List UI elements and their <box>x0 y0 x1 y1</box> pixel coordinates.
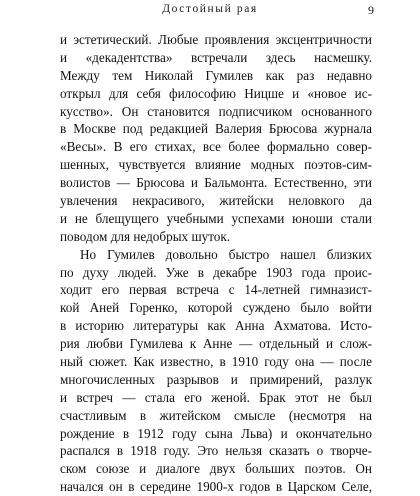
text-line: ском союзе и диалоге двух больших поэтов. Он <box>60 461 372 477</box>
text-line: шенных, чувствуется влияние модных поэтов-сим- <box>60 157 372 173</box>
text-line: и эстетический. Любые проявления эксцентричности <box>60 32 372 47</box>
page-number: 9 <box>368 3 374 17</box>
text-line: Между тем Николай Гумилев как раз недавно <box>60 67 372 83</box>
body-text <box>60 31 372 496</box>
text-line: в Москве под редакцией Валерия Брюсова журнала <box>60 121 372 137</box>
text-line: кусство». Он становится подписчиком основанного <box>60 103 372 119</box>
paragraph <box>60 246 372 496</box>
text-line: начался он в середине 1900-х годов в Царском Селе, <box>60 479 372 495</box>
text-line: и не блещущего учебными успехами юноши стали <box>60 210 372 226</box>
text-line: открыл для себя философию Ницше и «новое ис- <box>60 85 372 101</box>
paragraph <box>60 31 372 246</box>
running-head <box>0 3 420 21</box>
text-line: увлечения некрасивого, житейски неловкого да <box>60 193 372 209</box>
running-title: Достойный рая <box>162 3 258 15</box>
text-line: рождение в 1912 году сына Льва) и окончательно <box>60 425 372 441</box>
text-line: Но Гумилев довольно быстро нашел близких <box>80 246 372 262</box>
text-line: и встреч — стала его женой. Брак этот не был <box>60 389 372 405</box>
text-line: «Весы». В его стихах, все более формально совер- <box>60 139 372 155</box>
text-line: по духу людей. Уже в декабре 1903 года проис- <box>60 264 372 280</box>
text-line: ходит его первая встреча с 14-летней гимназист- <box>60 282 372 298</box>
text-line: кой Аней Горенко, которой суждено было войти <box>60 300 372 316</box>
text-line: в историю литературы как Анна Ахматова. Исто- <box>60 318 372 334</box>
text-line: ный сюжет. Как известно, в 1910 году она — после <box>60 354 372 370</box>
text-line: волистов — Брюсова и Бальмонта. Естественно, эти <box>60 175 372 191</box>
text-line: распался в 1918 году. Это нельзя сказать о творче- <box>60 443 372 459</box>
text-line: поводом для недобрых шуток. <box>60 228 231 244</box>
text-line: счастливым в житейском смысле (несмотря на <box>60 407 372 423</box>
text-line: рия любви Гумилева к Анне — отдельный и слож- <box>60 336 372 352</box>
text-line: и «декадентства» встречали здесь насмешку. <box>60 49 372 65</box>
text-line: многочисленных разрывов и примирений, разлук <box>60 371 372 387</box>
